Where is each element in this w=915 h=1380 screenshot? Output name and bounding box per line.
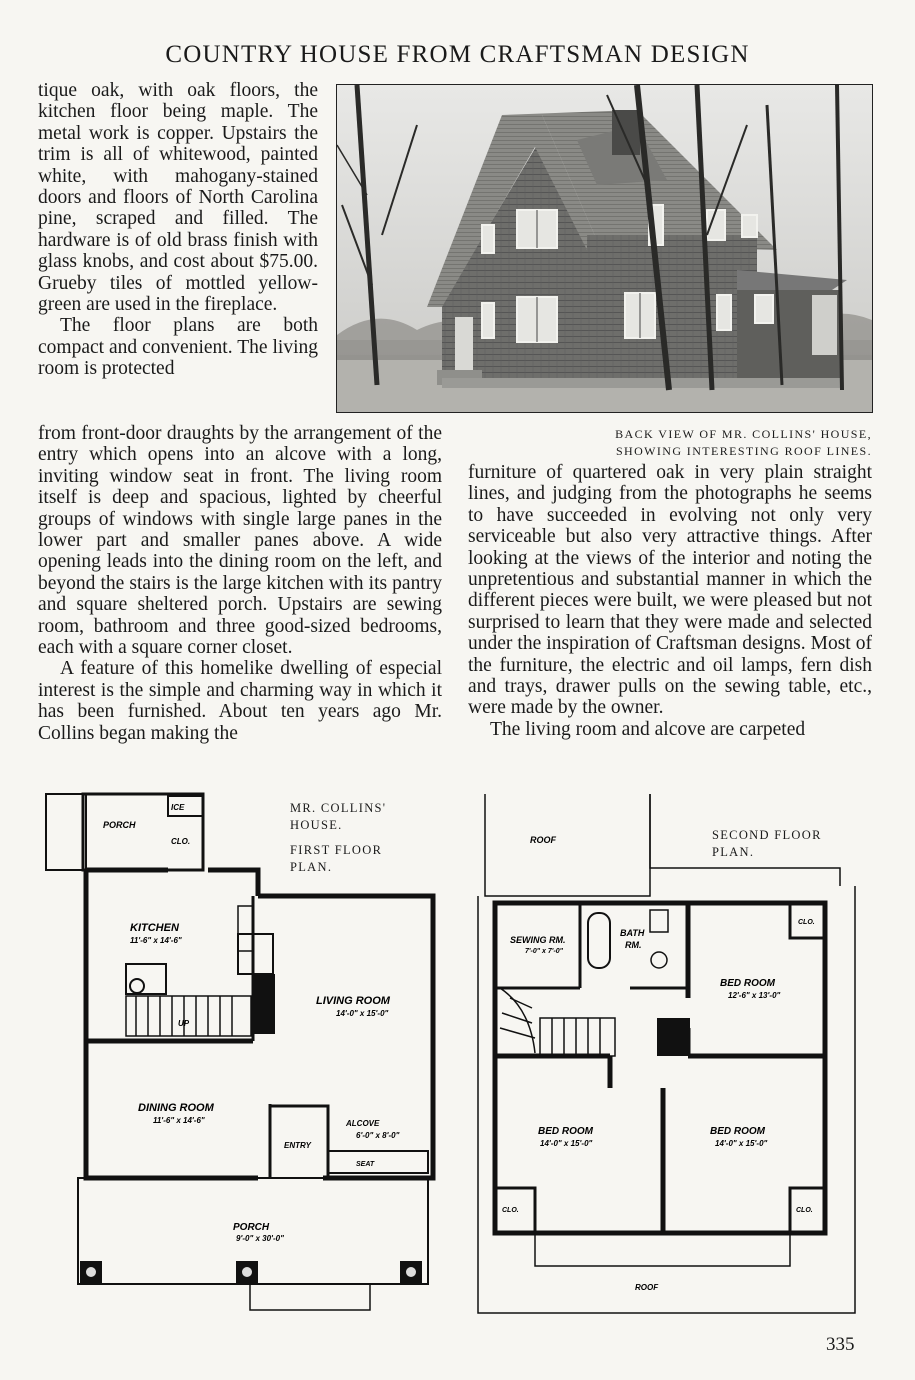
second-floor-plan: [470, 788, 865, 1318]
paragraph-living-room-carpet: The living room and alcove are carpeted: [490, 718, 806, 740]
room-label-bedroom-top-right: BED ROOM: [720, 978, 775, 989]
room-dimension-alcove: 6'-0" x 8'-0": [356, 1131, 400, 1140]
room-label-roof-bottom: ROOF: [635, 1283, 659, 1292]
room-label-porch: PORCH: [233, 1222, 270, 1233]
room-label-bath: BATH: [620, 928, 645, 938]
paragraph-furnishing: A feature of this homelike dwelling of especial interest is the simple and charming way in which it has been furnished. About ten years ago Mr. Collins began making the: [38, 658, 442, 744]
first-floor-plan: [38, 786, 448, 1322]
room-label-seat: SEAT: [356, 1161, 375, 1168]
room-label-bedroom-bottom-left: BED ROOM: [538, 1126, 593, 1137]
paragraph-materials: tique oak, with oak floors, the kitchen floor being maple. The metal work is copper. Upstairs the trim is all of whitewood, painted white, with mahogany-stained doors and floors of North Carolina pine, scraped and filled. The hardware is of old brass finish with glass knobs, and cost about $75.00. Grueby tiles of mottled yellow-green are used in the fireplace.: [38, 80, 318, 316]
room-label-small-porch: PORCH: [103, 820, 136, 830]
room-label-living: LIVING ROOM: [316, 995, 390, 1007]
room-label-bath-rm: RM.: [625, 940, 642, 950]
room-dimension-porch: 9'-0" x 30'-0": [236, 1234, 284, 1243]
second-floor-title-line: SECOND FLOOR: [712, 828, 822, 842]
paragraph-floor-plans-start: The floor plans are both compact and convenient. The living room is protected: [38, 315, 318, 380]
room-label-closet-bottom-right: CLO.: [796, 1207, 813, 1214]
room-label-bedroom-bottom-right: BED ROOM: [710, 1126, 765, 1137]
photo-caption: [468, 426, 872, 460]
room-dimension-bedroom-bottom-left: 14'-0" x 15'-0": [540, 1139, 593, 1148]
room-dimension-dining: 11'-6" x 14'-6": [153, 1116, 205, 1125]
room-label-sewing: SEWING RM.: [510, 935, 566, 945]
left-column-top: [38, 80, 318, 380]
second-floor-title-line: PLAN.: [712, 845, 755, 859]
photo-caption-line: SHOWING INTERESTING ROOF LINES.: [615, 444, 872, 458]
room-dimension-living: 14'-0" x 15'-0": [336, 1009, 389, 1018]
room-label-alcove: ALCOVE: [346, 1119, 380, 1128]
room-label-closet-bottom-left: CLO.: [502, 1207, 519, 1214]
room-label-closet: CLO.: [171, 837, 191, 846]
room-dimension-bedroom-bottom-right: 14'-0" x 15'-0": [715, 1139, 768, 1148]
page-number: 335: [826, 1334, 855, 1355]
left-column-bottom: [38, 423, 442, 744]
room-label-closet-top-right: CLO.: [798, 919, 815, 926]
room-label-entry: ENTRY: [284, 1141, 311, 1150]
stair-label-up: UP: [178, 1019, 190, 1028]
room-dimension-sewing: 7'-0" x 7'-0": [525, 948, 563, 955]
room-label-kitchen: KITCHEN: [130, 922, 179, 934]
room-dimension-bedroom-top-right: 12'-6" x 13'-0": [728, 991, 781, 1000]
paragraph-furniture: furniture of quartered oak in very plain straight lines, and judging from the photographs he seems to have succeeded in evolving not only very serviceable but also very attractive things. After looking at the views of the interior and noting the unpretentious and substantial manner in which the different pieces were built, we were pleased but not surprised to learn that they were made and selected under the inspiration of Craftsman designs. Most of the furniture, the electric and oil lamps, fern dish and trays, drawer pulls on the sewing table, etc., were made by the owner.: [468, 462, 872, 719]
room-label-roof-top: ROOF: [530, 835, 556, 845]
room-dimension-kitchen: 11'-6" x 14'-6": [130, 936, 182, 945]
first-floor-subtitle-line: FIRST FLOOR: [290, 843, 383, 857]
first-floor-subtitle-line: PLAN.: [290, 860, 333, 874]
page-title: COUNTRY HOUSE FROM CRAFTSMAN DESIGN: [165, 40, 750, 68]
right-column: [468, 462, 872, 740]
room-label-dining: DINING ROOM: [138, 1102, 214, 1114]
first-floor-title-line: HOUSE.: [290, 818, 343, 832]
photo-caption-line: BACK VIEW OF MR. COLLINS' HOUSE,: [615, 427, 872, 441]
house-photograph: [336, 84, 873, 413]
room-label-ice: ICE: [171, 803, 185, 812]
first-floor-title-line: MR. COLLINS': [290, 801, 387, 815]
paragraph-floor-plans-continued: from front-door draughts by the arrangement of the entry which opens into an alcove with a long, inviting window seat in front. The living room itself is deep and spacious, lighted by cheerful groups of windows with single large panes in the lower part and smaller panes above. A wide opening leads into the dining room on the left, and beyond the stairs is the large kitchen with its pantry and square sheltered porch. Upstairs are sewing room, bathroom and three good-sized bedrooms, each with a square corner closet.: [38, 423, 442, 659]
